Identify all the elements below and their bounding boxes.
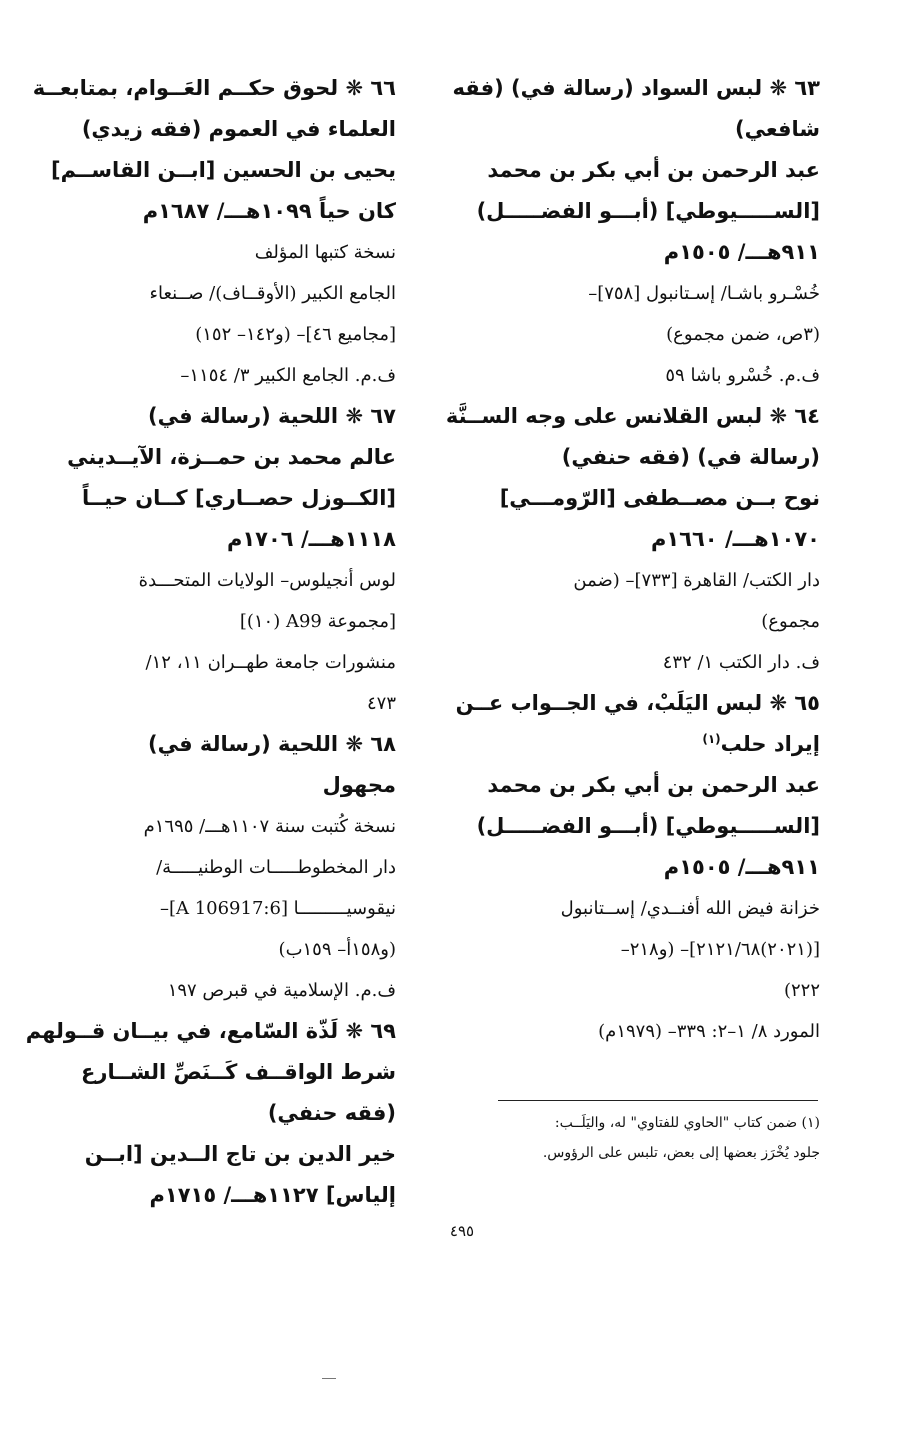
entry-text: ٦٧ ❋ اللحية (رسالة في) — [147, 404, 396, 428]
entry-line — [478, 191, 820, 232]
entry-text: ف.م. خُسْرو باشا ٥٩ — [665, 365, 820, 386]
entry-line — [110, 929, 396, 970]
entry-text: مجموع) — [761, 611, 820, 632]
entry-text: ٦٣ ❋ لبس السواد (رسالة في) (فقه — [452, 76, 820, 100]
page-number: ٤٩٥ — [449, 1222, 475, 1240]
entry-line — [110, 273, 396, 314]
entry-line — [478, 109, 820, 150]
entry-line — [110, 1175, 396, 1216]
entry-text: [مجموعة A99 (١٠)] — [239, 611, 396, 632]
entry-text: خير الدين بن تاج الــدين [ابــن — [84, 1142, 396, 1166]
entry-line — [478, 642, 820, 683]
entry-text: لوس أنجيلوس– الولايات المتحـــدة — [138, 570, 396, 591]
entry-line — [110, 970, 396, 1011]
entry-line — [478, 765, 820, 806]
catalog-entry — [452, 68, 820, 396]
entry-text: نيقوسيـــــــــا [A 106917:6]– — [159, 898, 396, 919]
entry-line — [478, 478, 820, 519]
entry-line — [110, 191, 396, 232]
entry-text: ٦٤ ❋ لبس القلانس على وجه الســنَّة — [445, 404, 820, 428]
entry-text: ف. دار الكتب ١/ ٤٣٢ — [662, 652, 820, 673]
entry-text: ٦٨ ❋ اللحية (رسالة في) — [147, 732, 396, 756]
entry-line — [478, 355, 820, 396]
entry-title-line — [445, 396, 820, 437]
entry-title-line — [32, 68, 396, 109]
entry-line — [478, 929, 820, 970]
catalog-entry — [110, 724, 396, 1011]
entry-text: المورد ٨/ ١–٢: ٣٣٩– (١٩٧٩م) — [598, 1021, 820, 1042]
entry-line — [478, 437, 820, 478]
entry-line — [82, 478, 396, 519]
entry-text: (رسالة في) (فقه حنفي) — [561, 445, 820, 469]
footnote-ref: (١) — [702, 732, 721, 746]
entry-title-line — [452, 68, 820, 109]
entry-text: [مجاميع ٤٦]– (و١٤٢– ١٥٢) — [195, 324, 396, 345]
entry-text: [الكــوزل حصــاري] كــان حيــاً — [82, 486, 396, 510]
entry-line — [110, 355, 396, 396]
entry-line — [110, 314, 396, 355]
entry-text: دار الكتب/ القاهرة [٧٣٣]– (ضمن — [573, 570, 820, 591]
entry-text: [الســـــيوطي] (أبـــو الفضـــــل) — [476, 199, 820, 223]
footnote-divider — [498, 1100, 818, 1101]
entry-text: إلياس] ١١٢٧هـــ/ ١٧١٥م — [149, 1183, 396, 1207]
entry-text: شرط الواقــف كَــنَصِّ الشــارع — [81, 1060, 396, 1084]
entry-line — [110, 519, 396, 560]
entry-line — [110, 765, 396, 806]
entry-text: نوح بــن مصــطفى [الرّومـــي] — [499, 486, 820, 510]
entry-text: خزانة فيض الله أفنــدي/ إســتانبول — [560, 898, 820, 919]
entry-line — [478, 888, 820, 929]
entry-title-line — [25, 1011, 396, 1052]
entry-line — [110, 232, 396, 273]
entry-text: ف.م. الجامع الكبير ٣/ ١١٥٤– — [180, 365, 396, 386]
entry-line — [84, 1134, 396, 1175]
entry-text: ٦٦ ❋ لحوق حكــم العَــوام، بمتابعــة — [32, 76, 396, 100]
entry-line — [110, 888, 396, 929]
entry-text: ١٠٧٠هـــ/ ١٦٦٠م — [650, 527, 820, 551]
entry-line — [478, 560, 820, 601]
entry-line — [478, 601, 820, 642]
catalog-entry — [445, 396, 820, 683]
entry-line — [478, 970, 820, 1011]
entry-text: العلماء في العموم (فقه زيدي) — [81, 117, 396, 141]
entry-line — [67, 437, 396, 478]
entry-text: [(٢٠٢١)٢١٢١/٦٨]– (و٢١٨– — [620, 939, 820, 960]
right-column — [445, 68, 820, 1052]
catalog-entry — [455, 683, 820, 1052]
catalog-entry — [32, 68, 396, 396]
entry-text: الجامع الكبير (الأوقــاف)/ صــنعاء — [149, 283, 396, 304]
entry-line — [110, 683, 396, 724]
entry-line — [110, 806, 396, 847]
catalog-entry — [25, 1011, 396, 1216]
entry-text: دار المخطوطـــــات الوطنيـــــة/ — [156, 857, 396, 878]
entry-text: إيراد حلب — [720, 732, 820, 756]
entry-text: (و١٥٨أ– ١٥٩ب) — [278, 939, 396, 960]
entry-text: ٤٧٣ — [366, 693, 396, 714]
entry-text: نسخة كُتبت سنة ١١٠٧هـــ/ ١٦٩٥م — [143, 816, 396, 837]
entry-text: (فقه حنفي) — [267, 1101, 396, 1125]
footnote-line: جلود يُخْرَز بعضها إلى بعض، تلبس على الرؤوس. — [542, 1145, 820, 1161]
catalog-entry — [67, 396, 396, 724]
entry-title-line — [110, 724, 396, 765]
entry-line — [110, 601, 396, 642]
entry-text: شافعي) — [735, 117, 820, 141]
entry-title-line — [455, 683, 820, 724]
entry-text: نسخة كتبها المؤلف — [254, 242, 396, 263]
entry-line — [478, 232, 820, 273]
entry-text: مجهول — [322, 773, 396, 797]
entry-text: ٩١١هـــ/ ١٥٠٥م — [663, 240, 820, 264]
entry-text: ٩١١هـــ/ ١٥٠٥م — [663, 855, 820, 879]
entry-line — [81, 109, 396, 150]
entry-text: ف.م. الإسلامية في قبرص ١٩٧ — [167, 980, 396, 1001]
entry-line — [478, 806, 820, 847]
entry-text: ٦٩ ❋ لَذّة السّامع، في بيــان قــولهم — [25, 1019, 396, 1043]
entry-line — [81, 1052, 396, 1093]
left-column — [25, 68, 396, 1216]
entry-text: ٢٢٢) — [783, 980, 820, 1001]
entry-line — [478, 150, 820, 191]
scan-mark — [322, 1378, 336, 1379]
entry-text: عبد الرحمن بن أبي بكر بن محمد — [487, 158, 820, 182]
footnote-line: (١) ضمن كتاب "الحاوي للفتاوي" له، واليَلَــب: — [554, 1115, 820, 1131]
entry-line — [478, 314, 820, 355]
entry-title-line — [110, 396, 396, 437]
entry-text: كان حياً ١٠٩٩هـــ/ ١٦٨٧م — [142, 199, 396, 223]
entry-line — [478, 847, 820, 888]
entry-line — [110, 642, 396, 683]
entry-line — [478, 724, 820, 765]
entry-text: ١١١٨هـــ/ ١٧٠٦م — [226, 527, 396, 551]
entry-line — [50, 150, 396, 191]
entry-line — [110, 560, 396, 601]
entry-text: [الســـــيوطي] (أبـــو الفضـــــل) — [476, 814, 820, 838]
entry-text: منشورات جامعة طهــران ١١، ١٢/ — [145, 652, 396, 673]
entry-text: خُسْـرو باشـا/ إسـتانبول [٧٥٨]– — [588, 283, 820, 304]
entry-text: يحيى بن الحسين [ابــن القاســم] — [50, 158, 396, 182]
entry-line — [110, 847, 396, 888]
footnotes — [480, 1108, 820, 1168]
entry-text: عبد الرحمن بن أبي بكر بن محمد — [487, 773, 820, 797]
entry-text: عالم محمد بن حمــزة، الآيــديني — [67, 445, 396, 469]
entry-line — [478, 273, 820, 314]
entry-line — [478, 1011, 820, 1052]
entry-text: (٣ص، ضمن مجموع) — [666, 324, 820, 345]
entry-text: ٦٥ ❋ لبس اليَلَبْ، في الجــواب عــن — [455, 691, 820, 715]
entry-line — [478, 519, 820, 560]
entry-line — [110, 1093, 396, 1134]
